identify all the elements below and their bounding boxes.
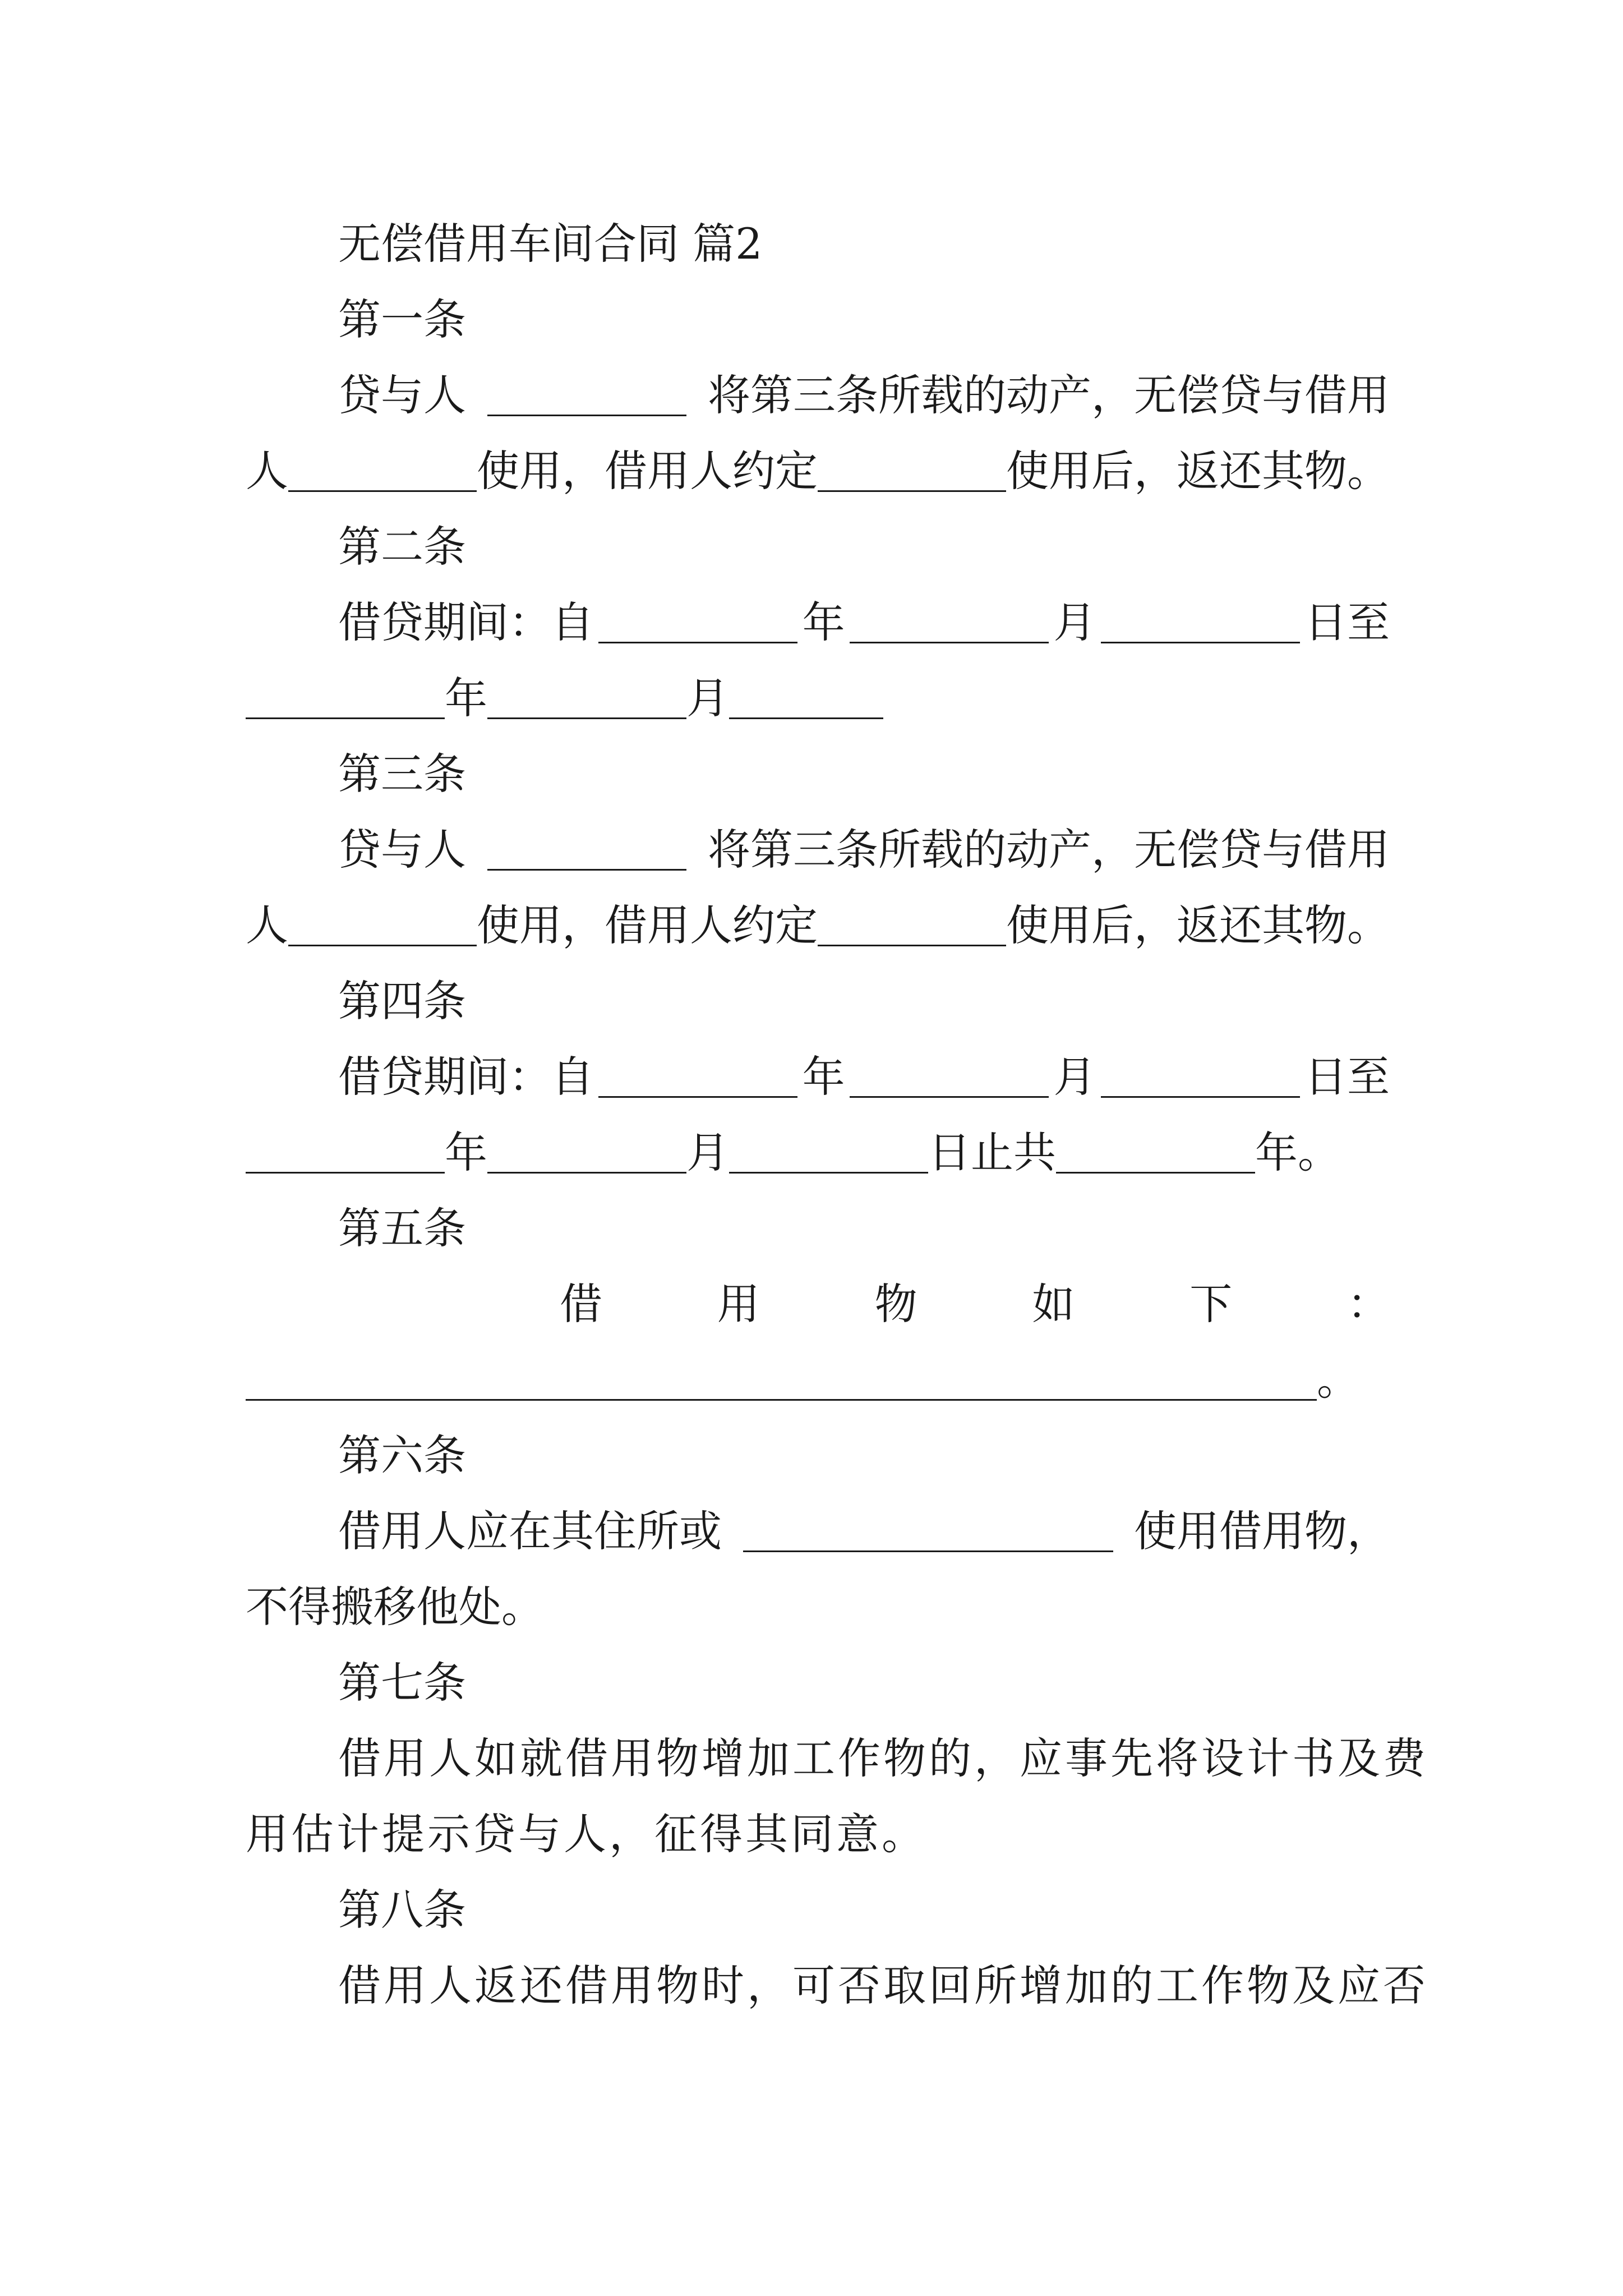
start-day-blank[interactable]	[1101, 1057, 1300, 1098]
end-year-blank[interactable]	[246, 1133, 445, 1174]
article-1-line-1: 贷与人 将第三条所载的动产，无偿贷与借用	[338, 370, 1390, 420]
start-month-blank[interactable]	[850, 602, 1049, 643]
usage-location-blank[interactable]	[743, 1511, 1113, 1552]
article-8-line-1: 借用人返还借用物时，可否取回所增加的工作物及应否	[338, 1961, 1428, 2010]
lender-name-blank[interactable]	[487, 375, 686, 416]
article-4-line-1: 借贷期间：自 年 月 日至	[338, 1052, 1390, 1102]
article-6-line-1: 借用人应在其住所或 使用借用物，	[338, 1506, 1390, 1556]
article-1-heading: 第一条	[338, 295, 466, 344]
article-4-heading: 第四条	[338, 976, 466, 1026]
article-5-line-1: 借 用 物 如 下 ：	[560, 1279, 1390, 1329]
end-month-blank[interactable]	[487, 1133, 686, 1174]
article-7-line-2: 用估计提示贷与人，征得其同意。	[246, 1809, 927, 1859]
article-8-heading: 第八条	[338, 1885, 466, 1935]
start-day-blank[interactable]	[1101, 602, 1300, 643]
agreed-use-blank[interactable]	[818, 451, 1006, 492]
article-3-line-1: 贷与人 将第三条所载的动产，无偿贷与借用	[338, 825, 1390, 875]
agreed-use-blank[interactable]	[818, 905, 1006, 946]
article-3-line-2: 人 使用，借用人约定 使用后，返还其物。	[246, 900, 1390, 950]
article-4-line-2: 年 月 日止共 年。	[246, 1125, 1390, 1181]
lender-name-blank[interactable]	[487, 830, 686, 871]
article-2-line-1: 借贷期间：自 年 月 日至	[338, 597, 1390, 647]
document-title: 无偿借用车间合同 篇2	[338, 219, 763, 269]
total-years-blank[interactable]	[1056, 1133, 1255, 1174]
borrowed-items-blank[interactable]	[246, 1360, 1317, 1401]
end-day-blank[interactable]	[729, 678, 883, 719]
start-year-blank[interactable]	[598, 602, 797, 643]
article-5-line-2: 。	[246, 1352, 1390, 1408]
borrower-name-blank[interactable]	[288, 905, 477, 946]
article-7-heading: 第七条	[338, 1658, 466, 1708]
article-1-line-2: 人 使用，借用人约定 使用后，返还其物。	[246, 446, 1390, 496]
end-day-blank[interactable]	[729, 1133, 928, 1174]
article-3-heading: 第三条	[338, 749, 466, 799]
end-year-blank[interactable]	[246, 678, 445, 719]
borrower-name-blank[interactable]	[288, 451, 477, 492]
article-6-line-2: 不得搬移他处。	[246, 1582, 544, 1632]
end-month-blank[interactable]	[487, 678, 686, 719]
start-year-blank[interactable]	[598, 1057, 797, 1098]
start-month-blank[interactable]	[850, 1057, 1049, 1098]
article-6-heading: 第六条	[338, 1430, 466, 1480]
article-2-line-2: 年 月	[246, 670, 1390, 726]
article-2-heading: 第二条	[338, 522, 466, 572]
article-5-heading: 第五条	[338, 1203, 466, 1253]
article-7-line-1: 借用人如就借用物增加工作物的，应事先将设计书及费	[338, 1733, 1428, 1783]
